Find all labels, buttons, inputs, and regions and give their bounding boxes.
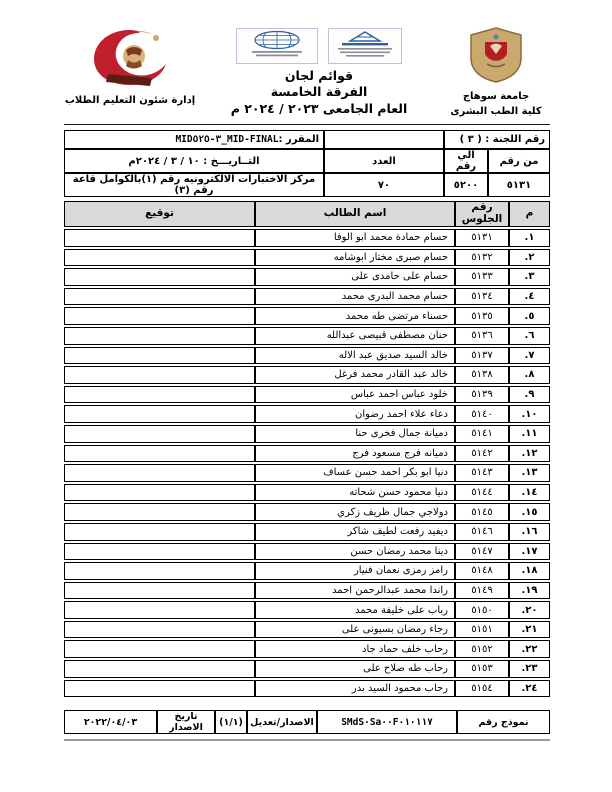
table-row — [64, 601, 550, 619]
row-student-name: حسام صبرى مختار ابوشامه — [255, 249, 455, 267]
row-seat-number: ٥١٥٠ — [455, 601, 509, 619]
row-signature-cell — [64, 327, 255, 345]
count-label: العدد — [324, 149, 444, 173]
row-seat-number: ٥١٣٤ — [455, 288, 509, 306]
university-seal-icon — [465, 69, 527, 88]
issue-date-value: ٢٠٢٢/٠٤/٠٣ — [64, 710, 157, 734]
info-empty-cell — [324, 130, 444, 149]
header-divider — [64, 124, 550, 125]
aja-accreditation-badge-icon — [236, 28, 318, 64]
row-student-name: رحاب طه صلاح على — [255, 660, 455, 678]
table-row — [64, 425, 550, 443]
table-row — [64, 640, 550, 658]
accreditation-badges — [196, 28, 442, 64]
row-student-name: خالد عبد القادر محمد فرغل — [255, 366, 455, 384]
row-signature-cell — [64, 484, 255, 502]
table-row — [64, 484, 550, 502]
row-serial: ١٣. — [509, 464, 550, 482]
row-signature-cell — [64, 660, 255, 678]
row-serial: ١٩. — [509, 582, 550, 600]
row-signature-cell — [64, 562, 255, 580]
table-row — [64, 229, 550, 247]
grade-title: الفرقة الخامسة — [270, 84, 368, 100]
row-serial: ٢. — [509, 249, 550, 267]
row-student-name: دميانه فرج مسعود فرج — [255, 445, 455, 463]
row-signature-cell — [64, 601, 255, 619]
table-row — [64, 582, 550, 600]
ecuc-accreditation-badge-icon — [328, 28, 402, 64]
students-table — [64, 199, 550, 699]
table-row — [64, 562, 550, 580]
academic-year: العام الجامعى ٢٠٢٣ / ٢٠٢٤ م — [230, 100, 408, 116]
row-seat-number: ٥١٤٥ — [455, 503, 509, 521]
row-serial: ٩. — [509, 386, 550, 404]
row-seat-number: ٥١٤١ — [455, 425, 509, 443]
row-seat-number: ٥١٣٢ — [455, 249, 509, 267]
student-table-body — [64, 229, 550, 697]
table-row — [64, 386, 550, 404]
table-row — [64, 660, 550, 678]
bottom-divider — [64, 739, 550, 741]
row-serial: ٢٤. — [509, 680, 550, 698]
row-student-name: ديفيد رفعت لطيف شاكر — [255, 523, 455, 541]
row-seat-number: ٥١٣٨ — [455, 366, 509, 384]
row-signature-cell — [64, 229, 255, 247]
row-serial: ٦. — [509, 327, 550, 345]
row-signature-cell — [64, 366, 255, 384]
crescent-logo-icon — [78, 73, 182, 92]
row-signature-cell — [64, 288, 255, 306]
row-serial: ٤. — [509, 288, 550, 306]
table-row — [64, 366, 550, 384]
row-seat-number: ٥١٤٤ — [455, 484, 509, 502]
form-number-label: نموذج رقم — [457, 710, 550, 734]
row-seat-number: ٥١٤٢ — [455, 445, 509, 463]
to-number-value: ٥٢٠٠ — [444, 173, 488, 197]
exam-location: مركز الاختبارات الالكترونيه رقم (١)بالكوامل قاعة رقم (٣) — [64, 173, 324, 197]
row-signature-cell — [64, 640, 255, 658]
row-student-name: دنيا ابو بكر احمد حسن عساف — [255, 464, 455, 482]
row-signature-cell — [64, 464, 255, 482]
row-signature-cell — [64, 445, 255, 463]
table-row — [64, 621, 550, 639]
row-signature-cell — [64, 621, 255, 639]
exam-info-table — [64, 130, 550, 197]
table-row — [64, 307, 550, 325]
row-serial: ٥. — [509, 307, 550, 325]
row-seat-number: ٥١٣٣ — [455, 268, 509, 286]
row-serial: ١١. — [509, 425, 550, 443]
row-signature-cell — [64, 405, 255, 423]
row-serial: ١٥. — [509, 503, 550, 521]
row-student-name: حسام على حامدى على — [255, 268, 455, 286]
row-signature-cell — [64, 543, 255, 561]
header-center — [196, 26, 442, 117]
row-serial: ١٧. — [509, 543, 550, 561]
table-row — [64, 405, 550, 423]
from-number-value: ٥١٣١ — [488, 173, 550, 197]
row-student-name: دولاجي جمال ظريف زكري — [255, 503, 455, 521]
row-serial: ٣. — [509, 268, 550, 286]
form-footer-table — [64, 710, 550, 734]
row-student-name: رحاب محمود السيد بدر — [255, 680, 455, 698]
university-block — [442, 26, 550, 118]
page-header — [64, 26, 550, 118]
table-row — [64, 523, 550, 541]
row-student-name: رامز رمزى نعمان فنيار — [255, 562, 455, 580]
row-serial: ٢٠. — [509, 601, 550, 619]
row-student-name: دنيا محمود حسن شحاته — [255, 484, 455, 502]
students-table-header — [64, 201, 550, 227]
row-seat-number: ٥١٥٣ — [455, 660, 509, 678]
from-number-label: من رقم — [488, 149, 550, 173]
row-student-name: دعاء علاء احمد رضوان — [255, 405, 455, 423]
row-signature-cell — [64, 582, 255, 600]
row-student-name: رحاب خلف حماد جاد — [255, 640, 455, 658]
header-signature: توقيع — [64, 201, 255, 227]
row-serial: ٨. — [509, 366, 550, 384]
row-serial: ١٢. — [509, 445, 550, 463]
form-number-code: SMdS٠Sa٠٠F٠١٠١١٧ — [317, 710, 457, 734]
row-seat-number: ٥١٥٤ — [455, 680, 509, 698]
issue-date-label: تاريخ الاصدار — [157, 710, 215, 734]
row-student-name: رباب على خليفة محمد — [255, 601, 455, 619]
row-seat-number: ٥١٣٩ — [455, 386, 509, 404]
course-label: المقرر : — [278, 134, 319, 145]
row-signature-cell — [64, 347, 255, 365]
row-seat-number: ٥١٥٢ — [455, 640, 509, 658]
row-serial: ١٨. — [509, 562, 550, 580]
table-row — [64, 327, 550, 345]
row-seat-number: ٥١٤٣ — [455, 464, 509, 482]
row-signature-cell — [64, 680, 255, 698]
row-seat-number: ٥١٤٦ — [455, 523, 509, 541]
row-serial: ٢١. — [509, 621, 550, 639]
header-student-name: اسم الطالب — [255, 201, 455, 227]
row-signature-cell — [64, 249, 255, 267]
row-student-name: خلود عباس احمد عباس — [255, 386, 455, 404]
row-student-name: خالد السيد صديق عبد الاله — [255, 347, 455, 365]
table-row — [64, 268, 550, 286]
row-signature-cell — [64, 523, 255, 541]
table-row — [64, 503, 550, 521]
faculty-name: كلية الطب البشرى — [450, 106, 542, 117]
exam-date: التــاريـــخ : ١٠ / ٣ / ٢٠٢٤م — [64, 149, 324, 173]
row-serial: ١. — [509, 229, 550, 247]
row-seat-number: ٥١٣٧ — [455, 347, 509, 365]
issue-revision-label: الاصدار/تعديل — [247, 710, 317, 734]
administration-block — [64, 26, 196, 107]
row-student-name: دينا محمد رمضان حسن — [255, 543, 455, 561]
row-serial: ٧. — [509, 347, 550, 365]
header-seat-number: رقم الجلوس — [455, 201, 509, 227]
course-code: MID٣-٥٢٥_MID-FINAL — [175, 134, 279, 145]
table-row — [64, 445, 550, 463]
table-row — [64, 680, 550, 698]
table-row — [64, 288, 550, 306]
row-student-name: دميانة جمال فخرى حنا — [255, 425, 455, 443]
row-seat-number: ٥١٤٧ — [455, 543, 509, 561]
row-signature-cell — [64, 268, 255, 286]
header-serial: م — [509, 201, 550, 227]
row-serial: ١٠. — [509, 405, 550, 423]
course-cell — [64, 130, 324, 149]
administration-caption: إدارة شئون التعليم الطلاب — [64, 95, 196, 106]
row-student-name: رجاء رمضان بسيونى على — [255, 621, 455, 639]
row-seat-number: ٥١٣٦ — [455, 327, 509, 345]
doc-title: قوائم لجان — [284, 68, 354, 83]
row-student-name: حسام حمادة محمد ابو الوفا — [255, 229, 455, 247]
row-student-name: حنان مصطفى قبيصى عبدالله — [255, 327, 455, 345]
to-number-label: الي رقم — [444, 149, 488, 173]
row-student-name: حسناء مرتضى طه محمد — [255, 307, 455, 325]
row-seat-number: ٥١٣١ — [455, 229, 509, 247]
row-signature-cell — [64, 307, 255, 325]
row-signature-cell — [64, 425, 255, 443]
university-name: جامعة سوهاج — [462, 91, 530, 102]
row-signature-cell — [64, 386, 255, 404]
row-student-name: راندا محمد عبدالرحمن احمد — [255, 582, 455, 600]
row-signature-cell — [64, 503, 255, 521]
count-value: ٧٠ — [324, 173, 444, 197]
committee-number: رقم اللجنة : ( ٣ ) — [444, 130, 550, 149]
row-seat-number: ٥١٥١ — [455, 621, 509, 639]
table-row — [64, 464, 550, 482]
table-row — [64, 347, 550, 365]
row-seat-number: ٥١٤٨ — [455, 562, 509, 580]
table-row — [64, 543, 550, 561]
table-row — [64, 249, 550, 267]
row-serial: ٢٣. — [509, 660, 550, 678]
row-student-name: حسام محمد البدرى محمد — [255, 288, 455, 306]
row-seat-number: ٥١٣٥ — [455, 307, 509, 325]
row-serial: ٢٢. — [509, 640, 550, 658]
row-serial: ١٤. — [509, 484, 550, 502]
row-seat-number: ٥١٤٩ — [455, 582, 509, 600]
row-serial: ١٦. — [509, 523, 550, 541]
issue-revision-value: (١/١) — [215, 710, 247, 734]
row-seat-number: ٥١٤٠ — [455, 405, 509, 423]
